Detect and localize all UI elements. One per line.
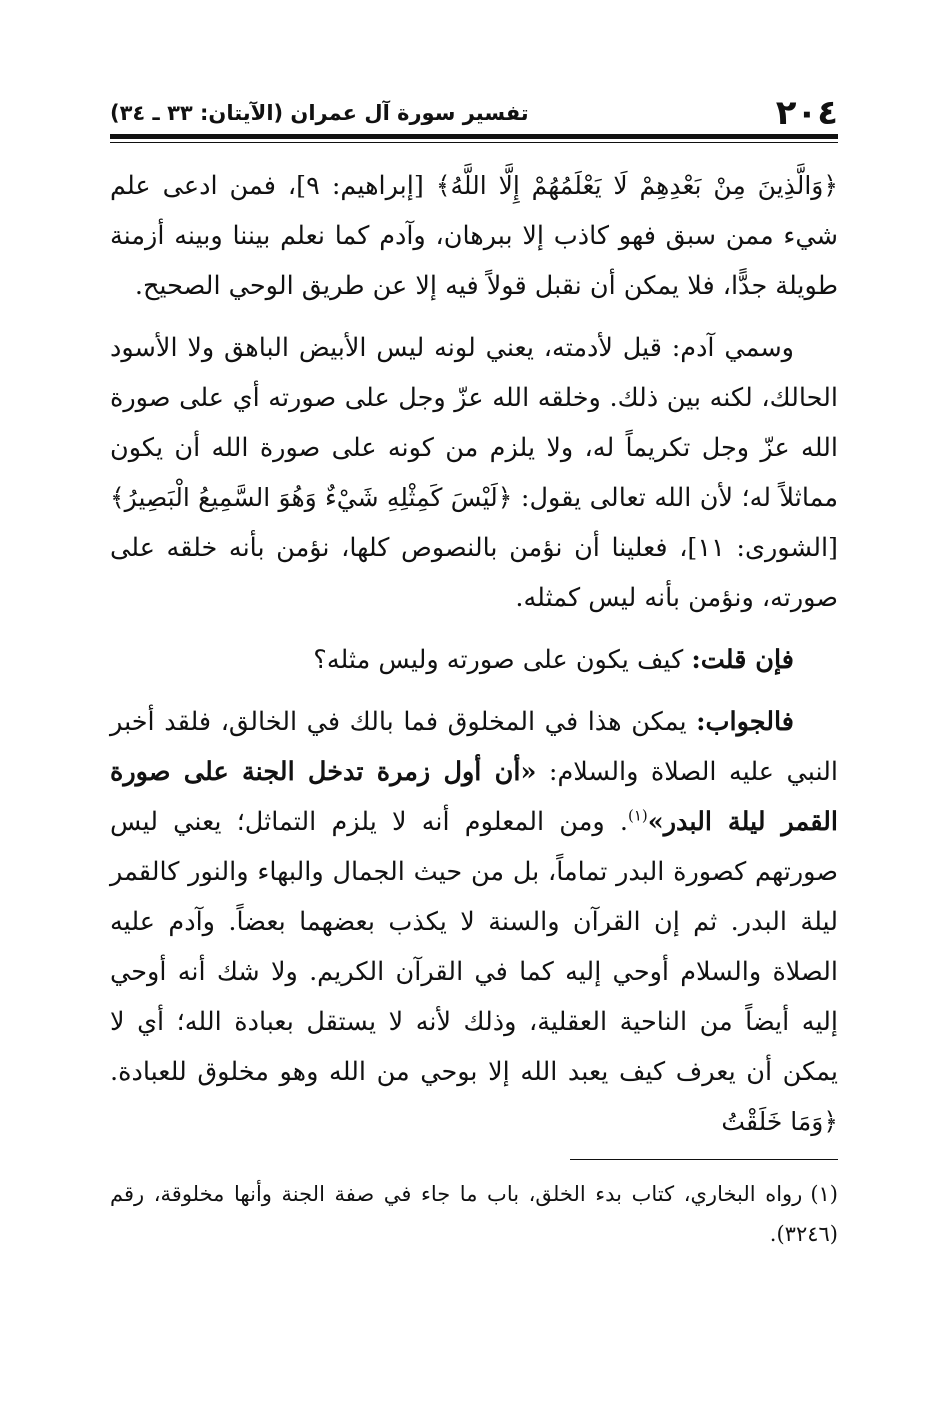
footnote-reference: (١) [627,806,648,825]
quran-verse: ﴿وَالَّذِينَ مِنْ بَعْدِهِمْ لَا يَعْلَمُهُمْ إِلَّا اللَّهُ﴾ [435,171,838,200]
footnote-number: (١) [810,1182,838,1206]
paragraph-text: [إبراهيم: ٩]، فمن ادعى علم شيء ممن سبق فهو كاذب إلا ببرهان، وآدم كما نعلم بيننا وبينه أزمنة طويلة جدًّا، فلا يمكن أن نقبل قولاً فيه إلا عن طريق الوحي الصحيح. [110,171,838,301]
paragraph-text: يمكن هذا في المخلوق فما بالك في الخالق، فلقد أخبر النبي عليه الصلاة والسلام: [110,707,839,787]
answer-lead: فالجواب: [696,707,794,737]
hadith-quote: «أن أول زمرة تدخل الجنة على صورة القمر ليلة البدر» [110,757,838,837]
body-text [110,161,838,1147]
paragraph-text: وسمي آدم: قيل لأدمته، يعني لونه ليس الأبيض الباهق ولا الأسود الحالك، لكنه بين ذلك. وخلقه الله عزّ وجل على صورته أي على صورة الله عزّ وجل تكريماً له، ولا يلزم من كونه على صورة الله أن يكون مماثلاً له؛ لأن الله تعالى يقول: [110,333,838,513]
footnote-text: رواه البخاري، كتاب بدء الخلق، باب ما جاء في صفة الجنة وأنها مخلوقة، رقم (٣٢٤٦). [110,1182,838,1246]
header-rule-thin [110,142,838,143]
paragraph-1 [110,161,838,311]
quran-verse: ﴿لَيْسَ كَمِثْلِهِ شَيْءٌ وَهُوَ السَّمِيعُ الْبَصِيرُ﴾ [110,483,513,512]
book-page [110,78,838,1254]
quran-verse: ﴿وَمَا خَلَقْتُ [721,1107,838,1136]
question-lead: فإن قلت: [691,645,794,675]
paragraph-2 [110,323,838,623]
paragraph-text: . ومن المعلوم أنه لا يلزم التماثل؛ يعني ليس صورتهم كصورة البدر تماماً، بل من حيث الجمال والبهاء والنور كالقمر ليلة البدر. ثم إن القرآن والسنة لا يكذب بعضهما بعضاً. وآدم عليه الصلاة والسلام أوحي إليه كما في القرآن الكريم. ولا شك أنه أوحي إليه أيضاً من الناحية العقلية، وذلك لأنه لا يستقل بعبادة الله؛ أي لا يمكن أن يعرف كيف يعبد الله إلا بوحي من الله وهو مخلوق للعبادة. [110,807,838,1087]
paragraph-4 [110,697,838,1147]
paragraph-text: كيف يكون على صورته وليس مثله؟ [313,645,692,675]
chapter-title: تفسير سورة آل عمران (الآيتان: ٣٣ ـ ٣٤) [110,100,529,125]
footnote [110,1174,838,1254]
page-number: ٢٠٤ [775,93,838,133]
footnote-rule [570,1159,838,1160]
header-rule-thick [110,134,838,139]
paragraph-text: [الشورى: ١١]، فعلينا أن نؤمن بالنصوص كلها، نؤمن بأنه خلقه على صورته، ونؤمن بأنه ليس كمثله. [110,533,838,613]
paragraph-3 [110,635,838,685]
footnotes [110,1174,838,1254]
running-header [110,78,838,133]
